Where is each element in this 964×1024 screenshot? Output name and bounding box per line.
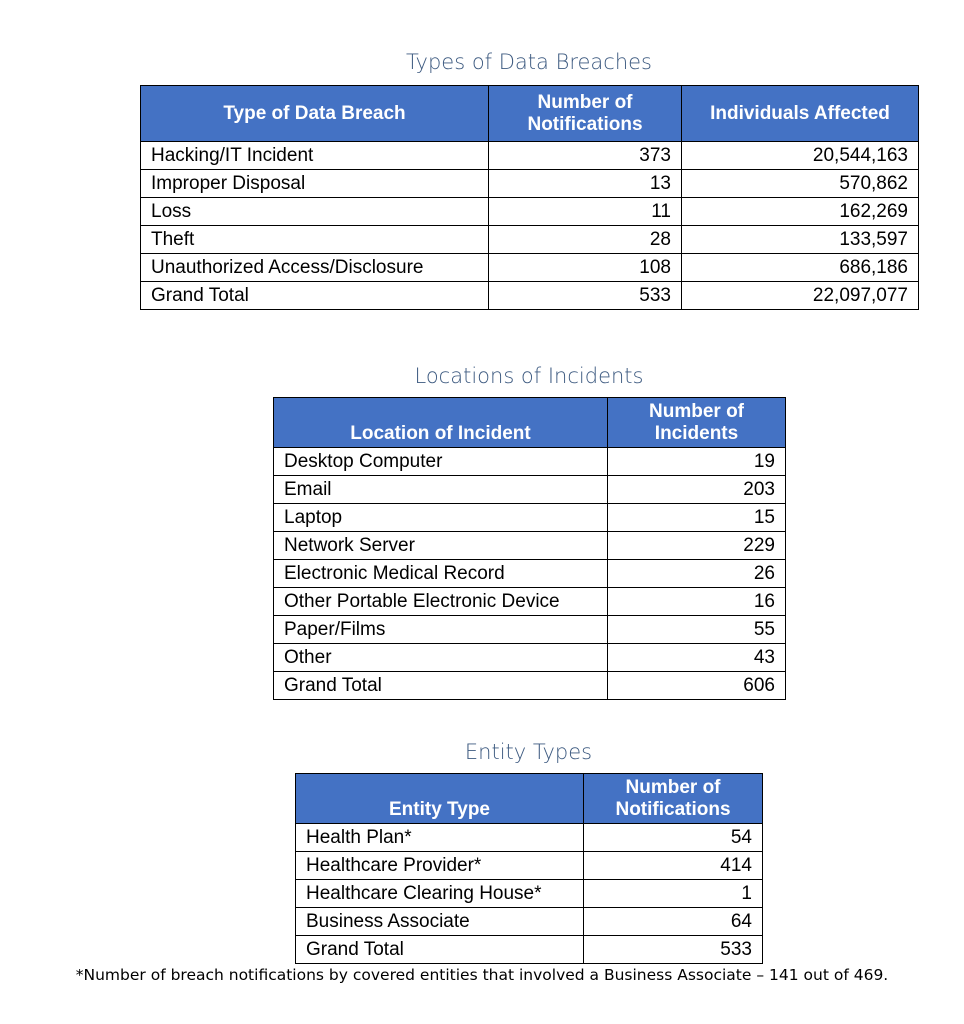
entities-title: Entity Types <box>464 740 593 764</box>
notifications-cell: 533 <box>584 936 763 964</box>
table-header-row <box>141 86 919 142</box>
notifications-cell: 373 <box>489 142 682 170</box>
breach-types-title: Types of Data Breaches <box>405 50 652 74</box>
notifications-cell: 414 <box>584 852 763 880</box>
locations-table <box>273 397 786 700</box>
notifications-cell: 533 <box>489 282 682 310</box>
table-row <box>274 532 786 560</box>
location-cell: Laptop <box>274 504 608 532</box>
table-row <box>141 142 919 170</box>
location-cell: Other Portable Electronic Device <box>274 588 608 616</box>
breach-type-cell: Theft <box>141 226 489 254</box>
column-header: Entity Type <box>296 774 584 824</box>
location-cell: Grand Total <box>274 672 608 700</box>
breach-type-cell: Unauthorized Access/Disclosure <box>141 254 489 282</box>
entities-table <box>295 773 763 964</box>
column-header: Type of Data Breach <box>141 86 489 142</box>
location-cell: Desktop Computer <box>274 448 608 476</box>
incidents-cell: 55 <box>608 616 786 644</box>
entity-cell: Grand Total <box>296 936 584 964</box>
table-header-row <box>274 398 786 448</box>
table-row <box>296 824 763 852</box>
location-cell: Network Server <box>274 532 608 560</box>
table-row <box>274 560 786 588</box>
table-row <box>274 504 786 532</box>
column-header: Individuals Affected <box>682 86 919 142</box>
grand-total-row <box>274 672 786 700</box>
individuals-cell: 20,544,163 <box>682 142 919 170</box>
table-row <box>274 476 786 504</box>
grand-total-row <box>141 282 919 310</box>
table-row <box>141 170 919 198</box>
locations-title: Locations of Incidents <box>414 364 644 388</box>
notifications-cell: 11 <box>489 198 682 226</box>
table-row <box>141 226 919 254</box>
location-cell: Paper/Films <box>274 616 608 644</box>
entity-cell: Healthcare Clearing House* <box>296 880 584 908</box>
incidents-cell: 26 <box>608 560 786 588</box>
incidents-cell: 203 <box>608 476 786 504</box>
table-row <box>296 880 763 908</box>
entity-cell: Healthcare Provider* <box>296 852 584 880</box>
incidents-cell: 16 <box>608 588 786 616</box>
location-cell: Email <box>274 476 608 504</box>
column-header: Number of Incidents <box>608 398 786 448</box>
table-row <box>274 588 786 616</box>
table-row <box>296 908 763 936</box>
breach-types-table <box>140 85 919 310</box>
notifications-cell: 64 <box>584 908 763 936</box>
table-row <box>296 852 763 880</box>
notifications-cell: 28 <box>489 226 682 254</box>
breach-type-cell: Improper Disposal <box>141 170 489 198</box>
notifications-cell: 1 <box>584 880 763 908</box>
entity-cell: Business Associate <box>296 908 584 936</box>
incidents-cell: 229 <box>608 532 786 560</box>
incidents-cell: 606 <box>608 672 786 700</box>
notifications-cell: 13 <box>489 170 682 198</box>
individuals-cell: 162,269 <box>682 198 919 226</box>
individuals-cell: 22,097,077 <box>682 282 919 310</box>
entity-cell: Health Plan* <box>296 824 584 852</box>
notifications-cell: 54 <box>584 824 763 852</box>
breach-type-cell: Hacking/IT Incident <box>141 142 489 170</box>
incidents-cell: 19 <box>608 448 786 476</box>
individuals-cell: 133,597 <box>682 226 919 254</box>
column-header: Number of Notifications <box>489 86 682 142</box>
individuals-cell: 570,862 <box>682 170 919 198</box>
breach-type-cell: Loss <box>141 198 489 226</box>
table-row <box>141 254 919 282</box>
table-header-row <box>296 774 763 824</box>
location-cell: Electronic Medical Record <box>274 560 608 588</box>
column-header: Number of Notifications <box>584 774 763 824</box>
incidents-cell: 43 <box>608 644 786 672</box>
incidents-cell: 15 <box>608 504 786 532</box>
notifications-cell: 108 <box>489 254 682 282</box>
table-row <box>141 198 919 226</box>
table-row <box>274 644 786 672</box>
location-cell: Other <box>274 644 608 672</box>
individuals-cell: 686,186 <box>682 254 919 282</box>
table-row <box>274 616 786 644</box>
footnote: *Number of breach notifications by covered entities that involved a Business Associate – 141 out of 469. <box>75 966 889 984</box>
grand-total-row <box>296 936 763 964</box>
column-header: Location of Incident <box>274 398 608 448</box>
table-row <box>274 448 786 476</box>
breach-type-cell: Grand Total <box>141 282 489 310</box>
